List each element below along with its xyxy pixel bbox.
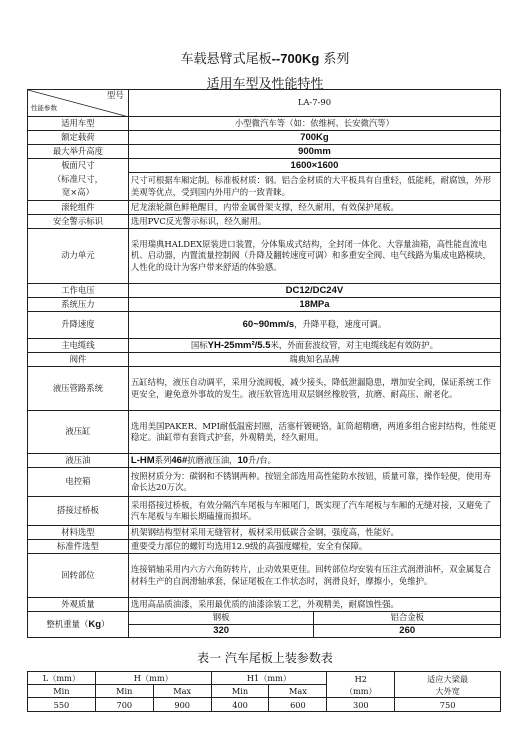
row-label: 滚轮组件 [28, 201, 129, 215]
row-label: 系统压力 [28, 298, 129, 312]
row-label: 电控箱 [28, 468, 129, 497]
plate-size-label [28, 159, 129, 201]
plate-desc: 尺寸可根据车厢定制。标准板材质：钢。铝合金材质的大平板具有自重轻，低能耗，耐腐蚀，外形美观等优点，受到国内外用户的一致青睐。 [128, 173, 500, 201]
header-param-label: 性能参数 [31, 103, 57, 112]
row-value: 采用搭接过桥板，有效分隔汽车尾板与车厢尾门，既实现了汽车尾板与车厢的无缝对接，又避免了汽车尾板与车厢长期磕撞而损坏。 [128, 497, 500, 526]
plate-size-value: 1600×1600 [128, 159, 500, 173]
model-value: LA-7-90 [128, 90, 500, 117]
row-label: 额定载荷 [28, 131, 129, 145]
weight-steel-value: 320 [128, 625, 314, 638]
row-value: 选用PVC反光警示标识，经久耐用。 [128, 215, 500, 229]
row-value: 采用瑞典HALDEX原装进口装置，分体集成式结构，全封闭一体化、大容量油箱，高性能直流电机、启动器，内置流量控制阀（升降及翻转速度可调）和多重安全阀、电气线路为集成电路模块，人性化的设计为客户带来舒适的体验感。 [128, 229, 500, 284]
row-label: 搭接过桥板 [28, 497, 129, 526]
row-value: 机架钢结构型材采用无缝管材，板材采用低碳合金钢，强度高，性能好。 [128, 526, 500, 540]
cell-H1-min: 400 [211, 698, 269, 712]
table2-caption: 表一 汽车尾板上装参数表 [197, 651, 333, 665]
mount-params-table [27, 671, 501, 712]
subheader-min: Min [211, 685, 269, 698]
row-value: 小型微汽车等（如：依维柯、长安微汽等） [128, 117, 500, 131]
cell-H1-max: 600 [269, 698, 327, 712]
header-L: L（mm） [28, 672, 96, 685]
row-value: DC12/DC24V [128, 284, 500, 298]
subheader-min: Min [28, 685, 96, 698]
row-value: 连接销轴采用内六方六角防转片，止动效果更佳。回转部位均安装有压注式润滑油杯，双金属复合材料生产的自润滑轴承套，保证尾板在工作状态时，润滑良好，摩擦小，免维护。 [128, 554, 500, 598]
header-H: H（mm） [95, 672, 211, 685]
header-H2: H2 （mm） [327, 672, 395, 698]
row-value: 700Kg [128, 131, 500, 145]
row-label: 液压管路系统 [28, 367, 129, 411]
header-model-label: 型号 [106, 91, 124, 101]
row-value: 五缸结构，液压自动调平，采用分流阀板，减少接头，降低泄漏隐患，增加安全阀，保证系统工作更安全，避免意外事故的发生。液压软管选用双层钢丝橡胶管，抗磨、耐高压、耐老化。 [128, 367, 500, 411]
row-label: 动力单元 [28, 229, 129, 284]
row-label: 最大举升高度 [28, 145, 129, 159]
row-label: 液压油 [28, 454, 129, 468]
weight-steel-header: 钢板 [128, 612, 314, 625]
row-label: 材料选型 [28, 526, 129, 540]
cell-H-min: 700 [95, 698, 153, 712]
header-beam-width: 适应大梁最 大外宽 [395, 672, 501, 698]
doc-title: 车载悬臂式尾板--700Kg 系列 [180, 51, 350, 67]
row-label: 宽×高） [61, 187, 95, 198]
row-label: 外观质量 [28, 598, 129, 612]
row-label: 回转部位 [28, 554, 129, 598]
row-label: 主电缆线 [28, 339, 129, 353]
spec-table [27, 89, 501, 638]
row-value: 选用美国PAKER、MPI耐低温密封圈，活塞杆镀硬铬，缸筒超精磨，两道多组合密封结构，性能更稳定。油缸带有套筒式护套，外观精美，经久耐用。 [128, 411, 500, 454]
row-label: 液压缸 [28, 411, 129, 454]
doc-subtitle: 适用车型及性能特性 [206, 77, 324, 92]
row-value: 18MPa [128, 298, 500, 312]
weight-alu-value: 260 [314, 625, 501, 638]
subheader-max: Max [153, 685, 211, 698]
row-label: 标准件选型 [28, 540, 129, 554]
row-label: 安全警示标识 [28, 215, 129, 229]
row-label: （标准尺寸， [52, 173, 104, 184]
row-label: 升降速度 [28, 312, 129, 339]
row-label: 工作电压 [28, 284, 129, 298]
table-corner-header [28, 90, 129, 117]
subheader-max: Max [269, 685, 327, 698]
subheader-min: Min [95, 685, 153, 698]
weight-alu-header: 铝合金板 [314, 612, 501, 625]
row-value: 按照材质分为：碳钢和不锈钢两种。按钮全部选用高性能防水按钮，质量可靠，操作轻便，使用寿命长达20万次。 [128, 468, 500, 497]
cell-H-max: 900 [153, 698, 211, 712]
row-label: 板面尺寸 [61, 160, 95, 171]
row-value: 瑞典知名品牌 [128, 353, 500, 367]
row-label: 阀件 [28, 353, 129, 367]
weight-label: 整机重量（Kg） [28, 612, 129, 638]
row-value: 国标YH-25mm²/5.5米，外面套波纹管，对主电缆线起有效防护。 [128, 339, 500, 353]
row-label: 适用车型 [28, 117, 129, 131]
row-value: 60~90mm/s，升降平稳，速度可调。 [128, 312, 500, 339]
table-row [28, 698, 501, 712]
row-value: L-HM系列46#抗磨液压油，10升/台。 [128, 454, 500, 468]
cell-L-min: 550 [28, 698, 96, 712]
row-value: 选用高品质油漆，采用最优质的油漆涂装工艺，外观精美，耐腐蚀性强。 [128, 598, 500, 612]
row-value: 尼龙滚轮颜色鲜艳醒目，内带金属骨架支撑，经久耐用，有效保护尾板。 [128, 201, 500, 215]
row-value: 重要受力部位的螺钉均选用12.9级的高强度螺栓，安全有保障。 [128, 540, 500, 554]
cell-beam-width: 750 [395, 698, 501, 712]
row-value: 900mm [128, 145, 500, 159]
header-H1: H1（mm） [211, 672, 327, 685]
cell-H2: 300 [327, 698, 395, 712]
